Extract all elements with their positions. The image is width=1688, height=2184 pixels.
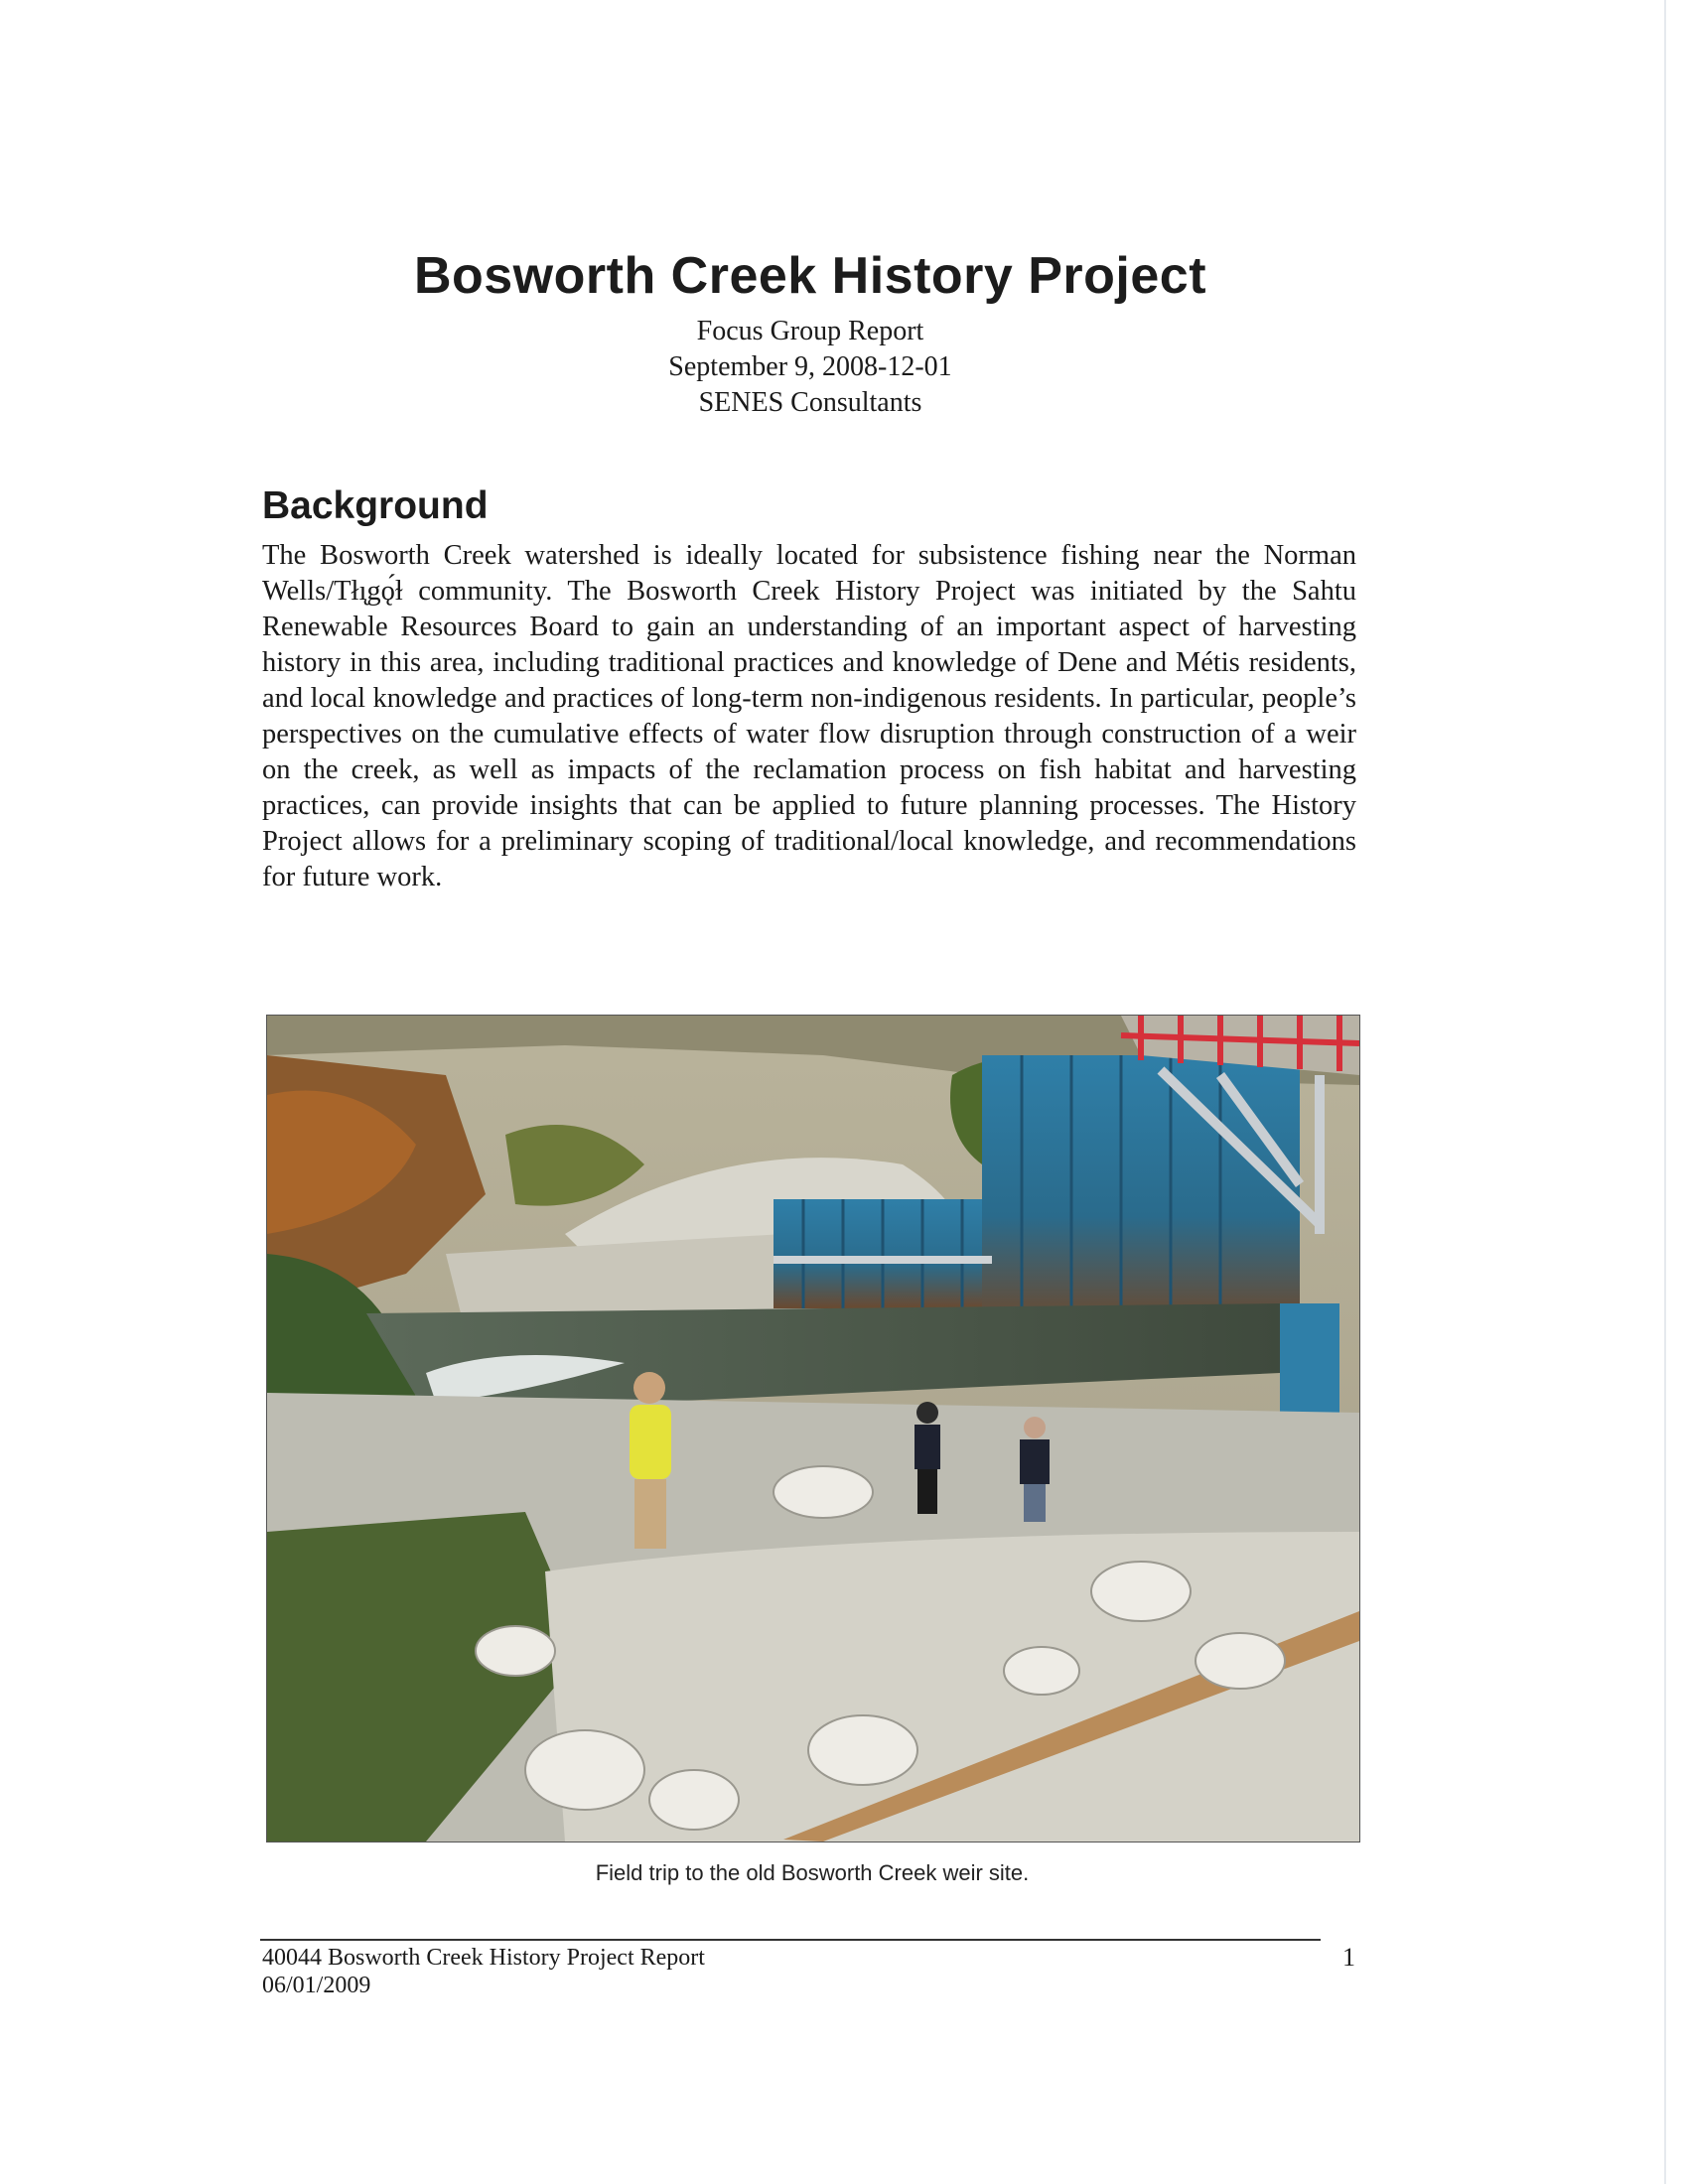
photo-caption: Field trip to the old Bosworth Creek weir site. [595,1860,1030,1885]
footer-info [262,1944,705,1999]
report-date: September 9, 2008-12-01 [668,351,952,382]
background-paragraph: The Bosworth Creek watershed is ideally located for subsistence fishing near the Norman Wells/Tłı̨gǫ́ɫ community. The Bosworth Creek History Project was initiated by the Sahtu Renewable Resources Board to gain an understanding of an important aspect of harvesting history in this area, including traditional practices and knowledge of Dene and Métis residents, and local knowledge and practices of long-term non-indigenous residents. In particular, people’s perspectives on the cumulative effects of water flow disruption through construction of a weir on the creek, as well as impacts of the reclamation process on fish habitat and harvesting practices, can provide insights that can be applied to future planning processes. The History Project allows for a preliminary scoping of traditional/local knowledge, and recommendations for future work. [262,540,1356,892]
report-author: SENES Consultants [698,387,922,418]
document-title: Bosworth Creek History Project [413,247,1207,305]
page-number: 1 [1342,1943,1355,1972]
field-trip-photo [266,1015,1360,1843]
section-heading-background: Background [262,484,489,527]
page-edge [1664,0,1666,2184]
footer-report-line: 40044 Bosworth Creek History Project Report [262,1945,705,1971]
person-dark-left [914,1402,940,1514]
subtitle-block [0,314,1620,421]
footer-date: 06/01/2009 [262,1973,371,1998]
report-type: Focus Group Report [696,316,924,346]
footer-rule [260,1939,1321,1941]
